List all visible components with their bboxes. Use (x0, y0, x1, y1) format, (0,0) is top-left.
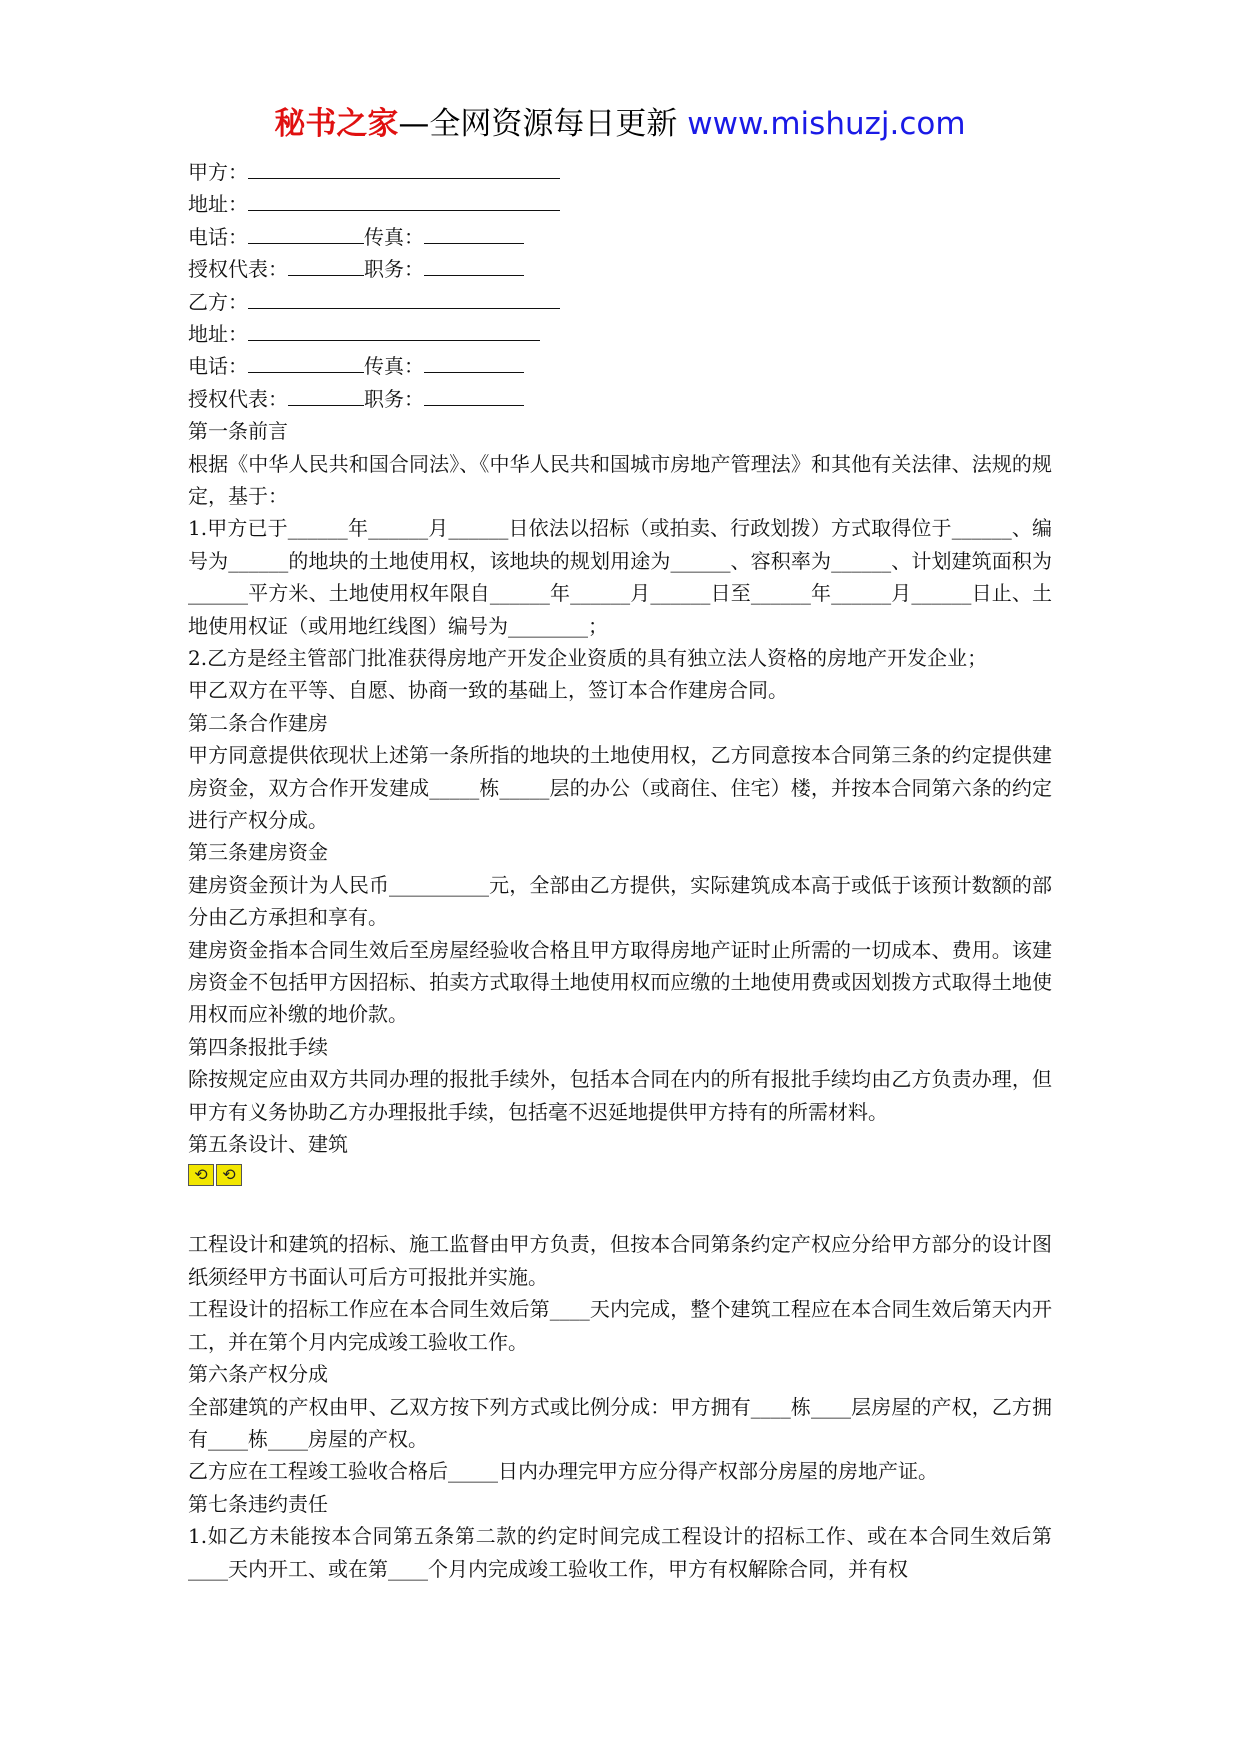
party-b-rep-line (188, 383, 1052, 415)
article-4-title: 第四条报批手续 (188, 1034, 328, 1059)
article-5-text-2: 工程设计的招标工作应在本合同生效后第____天内完成，整个建筑工程应在本合同生效后第天内开工，并在第个月内完成竣工验收工作。 (188, 1297, 1052, 1354)
party-a-rep-blank (288, 253, 364, 276)
party-b-rep-label: 授权代表： (188, 386, 288, 411)
party-b-name-line (188, 286, 1052, 318)
article-1-closing: 甲乙双方在平等、自愿、协商一致的基础上，签订本合作建房合同。 (188, 678, 788, 703)
article-5-title: 第五条设计、建筑 (188, 1132, 348, 1157)
article-1-item-2: 2.乙方是经主管部门批准获得房地产开发企业资质的具有独立法人资格的房地产开发企业； (188, 645, 988, 670)
party-b-address-blank (248, 318, 540, 341)
party-a-address-blank (248, 188, 560, 211)
party-b-position-blank (424, 383, 524, 406)
article-1-intro: 根据《中华人民共和国合同法》、《中华人民共和国城市房地产管理法》和其他有关法律、法规的规定，基于： (188, 451, 1052, 508)
site-header (0, 102, 1240, 146)
party-a-phone-line (188, 221, 1052, 253)
refresh-icon[interactable]: ⟲ (188, 1164, 214, 1186)
article-3-title: 第三条建房资金 (188, 840, 328, 865)
party-b-rep-blank (288, 383, 364, 406)
party-b-phone-blank (248, 350, 364, 373)
party-b-fax-label: 传真： (364, 354, 424, 379)
party-a-fax-blank (424, 221, 524, 244)
party-b-position-label: 职务： (364, 386, 424, 411)
article-3-text-1: 建房资金预计为人民币__________元，全部由乙方提供，实际建筑成本高于或低于该预计数额的部分由乙方承担和享有。 (188, 872, 1052, 930)
article-6-title: 第六条产权分成 (188, 1362, 328, 1387)
article-3-text-2: 建房资金指本合同生效后至房屋经验收合格且甲方取得房地产证时止所需的一切成本、费用。该建房资金不包括甲方因招标、拍卖方式取得土地使用权而应缴的土地使用费或因划拨方式取得土地使用权而应补缴的地价款。 (188, 937, 1052, 1027)
embedded-object-icons (188, 1164, 1052, 1186)
site-url-link[interactable]: www.mishuzj.com (687, 106, 966, 142)
party-a-address-label: 地址： (188, 192, 248, 217)
article-1-item-1: 1.甲方已于______年______月______日依法以招标（或拍卖、行政划拨）方式取得位于______、编号为______的地块的土地使用权，该地块的规划用途为______、容积率为______、计划建筑面积为______平方米、土地使用权年限自______年______月______日至______年______月______日止、土地使用权证（或用地红线图）编号为________； (188, 516, 1052, 638)
article-7-title: 第七条违约责任 (188, 1491, 328, 1516)
article-2-title: 第二条合作建房 (188, 710, 328, 735)
party-a-rep-line (188, 253, 1052, 285)
party-a-phone-label: 电话： (188, 224, 248, 249)
article-6-text-1: 全部建筑的产权由甲、乙双方按下列方式或比例分成：甲方拥有____栋____层房屋的产权，乙方拥有____栋____房屋的产权。 (188, 1394, 1052, 1451)
party-a-name-line (188, 156, 1052, 188)
header-tagline: —全网资源每日更新 (398, 106, 678, 142)
brand-name: 秘书之家 (274, 106, 399, 142)
party-b-address-label: 地址： (188, 321, 248, 346)
article-2-text: 甲方同意提供依现状上述第一条所指的地块的土地使用权，乙方同意按本合同第三条的约定提供建房资金，双方合作开发建成_____栋_____层的办公（或商住、住宅）楼，并按本合同第六条的约定进行产权分成。 (188, 743, 1052, 832)
article-1-title: 第一条前言 (188, 419, 288, 444)
article-4-text: 除按规定应由双方共同办理的报批手续外，包括本合同在内的所有报批手续均由乙方负责办理，但甲方有义务协助乙方办理报批手续，包括毫不迟延地提供甲方持有的所需材料。 (188, 1067, 1052, 1124)
party-a-name-blank (248, 156, 560, 179)
article-6-text-2: 乙方应在工程竣工验收合格后_____日内办理完甲方应分得产权部分房屋的房地产证。 (188, 1459, 938, 1484)
party-b-phone-line (188, 350, 1052, 382)
party-a-phone-blank (248, 221, 364, 244)
party-b-fax-blank (424, 350, 524, 373)
party-a-rep-label: 授权代表： (188, 257, 288, 282)
party-a-name-label: 甲方： (188, 160, 248, 184)
article-7-text-1: 1.如乙方未能按本合同第五条第二款的约定时间完成工程设计的招标工作、或在本合同生效后第____天内开工、或在第____个月内完成竣工验收工作，甲方有权解除合同，并有权 (188, 1524, 1052, 1581)
party-b-address-line (188, 318, 1052, 350)
party-a-address-line (188, 188, 1052, 220)
article-5-text-1: 工程设计和建筑的招标、施工监督由甲方负责，但按本合同第条约定产权应分给甲方部分的设计图纸须经甲方书面认可后方可报批并实施。 (188, 1232, 1052, 1289)
party-a-position-blank (424, 253, 524, 276)
party-a-position-label: 职务： (364, 257, 424, 282)
party-b-phone-label: 电话： (188, 354, 248, 379)
refresh-icon[interactable]: ⟲ (216, 1164, 242, 1186)
party-a-fax-label: 传真： (364, 224, 424, 249)
party-b-name-blank (248, 286, 560, 309)
party-b-name-label: 乙方： (188, 289, 248, 314)
contract-body (188, 156, 1052, 1585)
